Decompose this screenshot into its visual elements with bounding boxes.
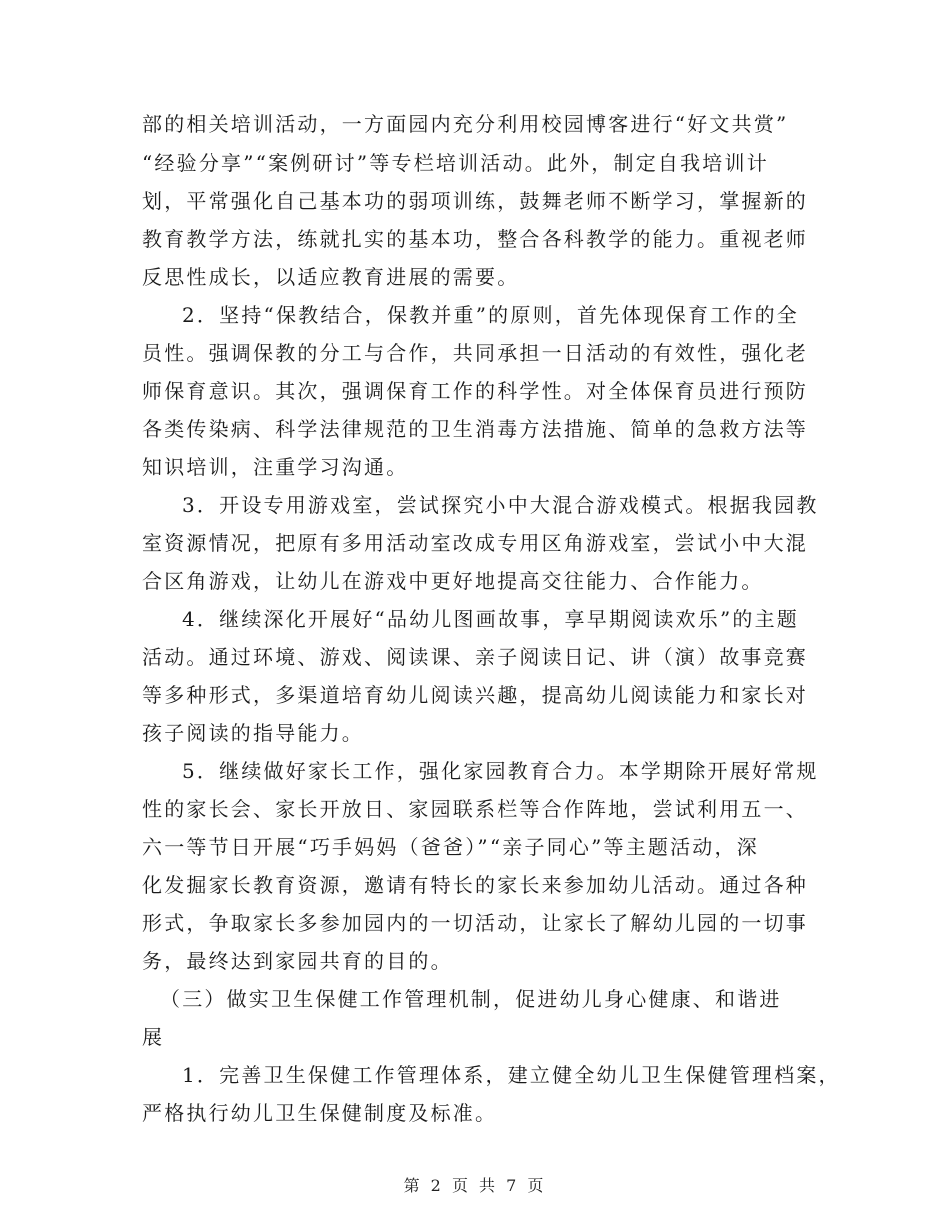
text-line: 师保育意识。其次，强调保育工作的科学性。对全体保育员进行预防 [142,379,808,403]
paragraph-start-line: 4．继续深化开展好“品幼儿图画故事，享早期阅读欢乐”的主题 [182,607,799,631]
text-line: 活动。通过环境、游戏、阅读课、亲子阅读日记、讲（演）故事竞赛 [142,645,808,669]
text-line: 性的家长会、家长开放日、家园联系栏等合作阵地，尝试利用五一、 [142,797,808,821]
text-line: 划，平常强化自己基本功的弱项训练，鼓舞老师不断学习，掌握新的 [142,189,808,213]
page-footer: 第 2 页 共 7 页 [403,1176,547,1195]
text-line: 化发掘家长教育资源，邀请有特长的家长来参加幼儿活动。通过各种 [142,873,808,897]
text-line: 六一等节日开展“巧手妈妈（爸爸）”“亲子同心”等主题活动，深 [142,835,759,859]
text-line: 严格执行幼儿卫生保健制度及标准。 [142,1101,498,1125]
text-line: 合区角游戏，让幼儿在游戏中更好地提高交往能力、合作能力。 [142,569,764,593]
paragraph-start-line: 3．开设专用游戏室，尝试探究小中大混合游戏模式。根据我园教 [182,493,819,517]
paragraph-start-line: 1．完善卫生保健工作管理体系，建立健全幼儿卫生保健管理档案， [182,1063,841,1087]
text-line: 员性。强调保教的分工与合作，共同承担一日活动的有效性，强化老 [142,341,808,365]
paragraph-start-line: 2．坚持“保教结合，保教并重”的原则，首先体现保育工作的全 [182,303,799,327]
text-line: 务，最终达到家园共育的目的。 [142,949,453,973]
text-line: 等多种形式，多渠道培育幼儿阅读兴趣，提高幼儿阅读能力和家长对 [142,683,808,707]
section-heading-line: （三）做实卫生保健工作管理机制，促进幼儿身心健康、和谐进 [160,987,782,1011]
paragraph-start-line: 5．继续做好家长工作，强化家园教育合力。本学期除开展好常规 [182,759,819,783]
text-line: 部的相关培训活动，一方面园内充分利用校园博客进行“好文共赏” [142,112,789,136]
section-heading-line: 展 [142,1025,165,1049]
text-line: 教育教学方法，练就扎实的基本功，整合各科教学的能力。重视老师 [142,227,808,251]
text-line: 知识培训，注重学习沟通。 [142,455,409,479]
text-line: 形式，争取家长多参加园内的一切活动，让家长了解幼儿园的一切事 [142,911,808,935]
text-line: 孩子阅读的指导能力。 [142,721,364,745]
text-line: “经验分享”“案例研讨”等专栏培训活动。此外，制定自我培训计 [142,151,769,175]
text-line: 室资源情况，把原有多用活动室改成专用区角游戏室，尝试小中大混 [142,531,808,555]
text-line: 反思性成长，以适应教育进展的需要。 [142,265,520,289]
text-line: 各类传染病、科学法律规范的卫生消毒方法措施、简单的急救方法等 [142,417,808,441]
